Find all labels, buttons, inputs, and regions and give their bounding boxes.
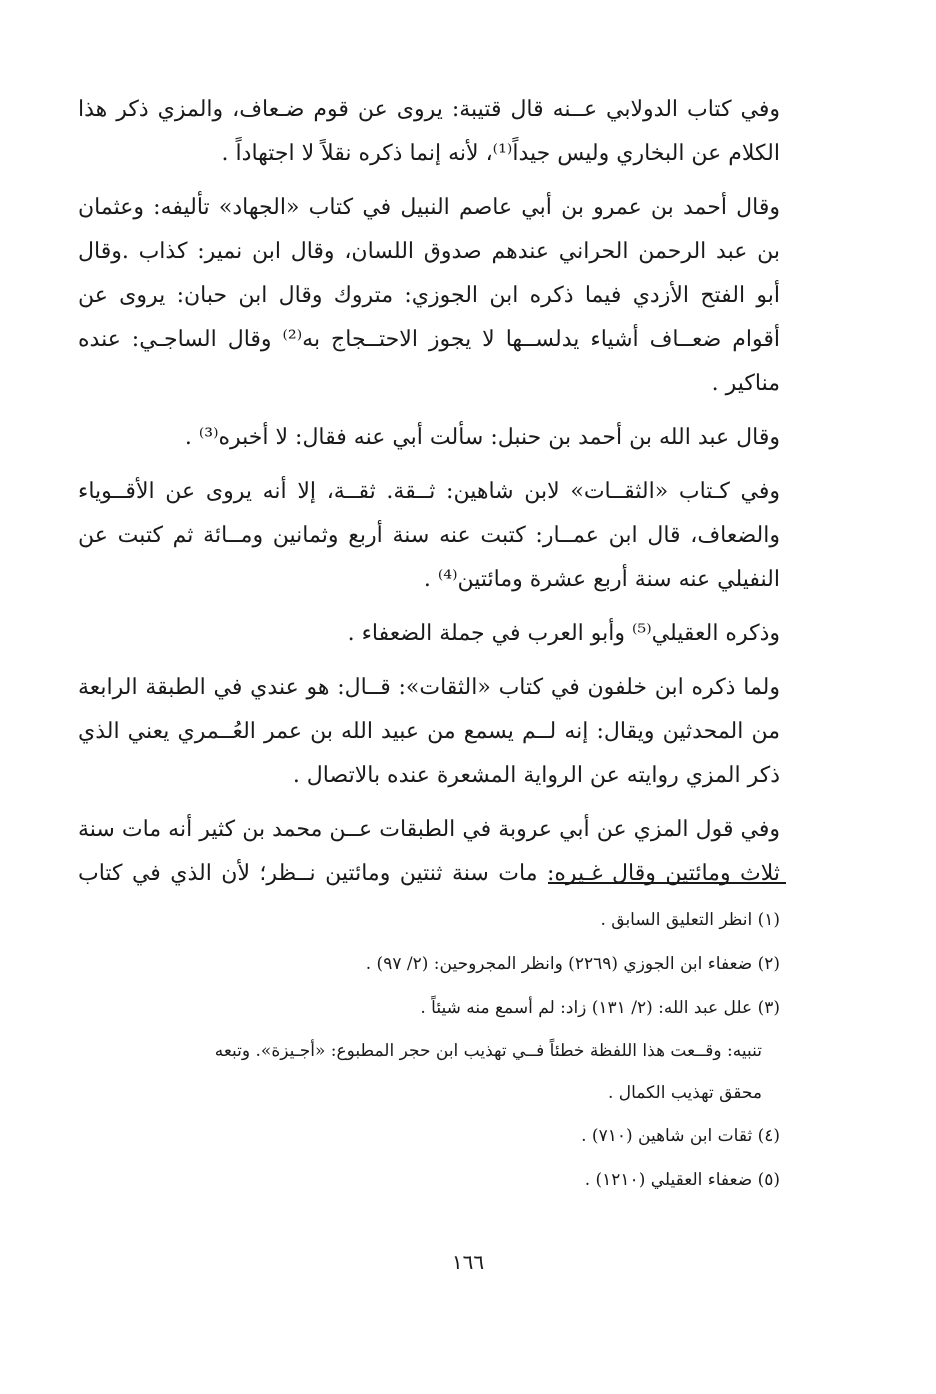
paragraph — [78, 612, 780, 656]
footnote: (٤) ثقات ابن شاهين (٧١٠) . — [581, 1126, 780, 1146]
paragraph — [78, 88, 780, 176]
paragraph — [78, 186, 780, 406]
footnote: (٣) علل عبد الله: (٢/ ١٣١) زاد: لم أسمع منه شيئاً . — [420, 998, 780, 1018]
footnote: (٢) ضعفاء ابن الجوزي (٢٢٦٩) وانظر المجروحين: (٢/ ٩٧) . — [365, 954, 780, 974]
text-line: وقال أحمد بن عمرو بن أبي عاصم النبيل في كتاب «الجهاد» تأليفه: وعثمان — [78, 195, 780, 220]
footnote-separator — [548, 882, 786, 884]
text-line: من المحدثين ويقال: إنه لــم يسمع من عبيد الله بن عمر العُــمري يعني الذي — [78, 719, 780, 744]
text-line: أبو الفتح الأزدي فيما ذكره ابن الجوزي: متروك وقال ابن حبان: يروى عن — [78, 283, 780, 308]
footnote: (١) انظر التعليق السابق . — [600, 910, 780, 930]
text-line: أقوام ضعــاف أشياء يدلســها لا يجوز الاحتــجاج به⁽²⁾ وقال الساجـي: عنده — [78, 327, 780, 352]
paragraph — [78, 416, 780, 460]
page-number: ١٦٦ — [451, 1250, 485, 1274]
text-line: مناكير . — [711, 371, 780, 396]
footnotes — [78, 898, 780, 1202]
footnote-remark: تنبيه: وقــعت هذا اللفظة خطئاً فــي تهذيب ابن حجر المطبوع: «أجـيزة». وتبعه — [214, 1041, 762, 1061]
text-line: ثلاث ومائتين وقال غـيره: مات سنة ثنتين ومائتين نــظر؛ لأن الذي في كتاب — [78, 861, 780, 886]
text-line: وفي قول المزي عن أبي عروبة في الطبقات عــن محمد بن كثير أنه مات سنة — [78, 817, 780, 842]
paragraph — [78, 470, 780, 602]
text-line: وفي كـتاب «الثقــات» لابن شاهين: ثــقة. ثقــة، إلا أنه يروى عن الأقــوياء — [78, 479, 780, 504]
footnote-remark: محقق تهذيب الكمال . — [607, 1083, 762, 1103]
text-line: وذكره العقيلي⁽⁵⁾ وأبو العرب في جملة الضعفاء . — [347, 621, 780, 646]
text-line: النفيلي عنه سنة أربع عشرة ومائتين⁽⁴⁾ . — [423, 567, 780, 592]
text-line: والضعاف، قال ابن عمــار: كتبت عنه سنة أربع وثمانين ومــائة ثم كتبت عن — [78, 523, 780, 548]
main-text — [78, 88, 780, 906]
text-line: بن عبد الرحمن الحراني عندهم صدوق اللسان، وقال ابن نمير: كذاب .وقال — [78, 239, 780, 264]
text-line: وقال عبد الله بن أحمد بن حنبل: سألت أبي عنه فقال: لا أخبره⁽³⁾ . — [184, 425, 780, 450]
text-line: الكلام عن البخاري وليس جيداً⁽¹⁾، لأنه إنما ذكره نقلاً لا اجتهاداً . — [221, 141, 780, 166]
footnote: (٥) ضعفاء العقيلي (١٢١٠) . — [584, 1170, 780, 1190]
text-line: ذكر المزي روايته عن الرواية المشعرة عنده بالاتصال . — [292, 763, 780, 788]
text-line: وفي كتاب الدولابي عــنه قال قتيبة: يروى عن قوم ضـعاف، والمزي ذكر هذا — [78, 97, 780, 122]
text-line: ولما ذكره ابن خلفون في كتاب «الثقات»: قــال: هو عندي في الطبقة الرابعة — [78, 675, 780, 700]
paragraph — [78, 666, 780, 798]
